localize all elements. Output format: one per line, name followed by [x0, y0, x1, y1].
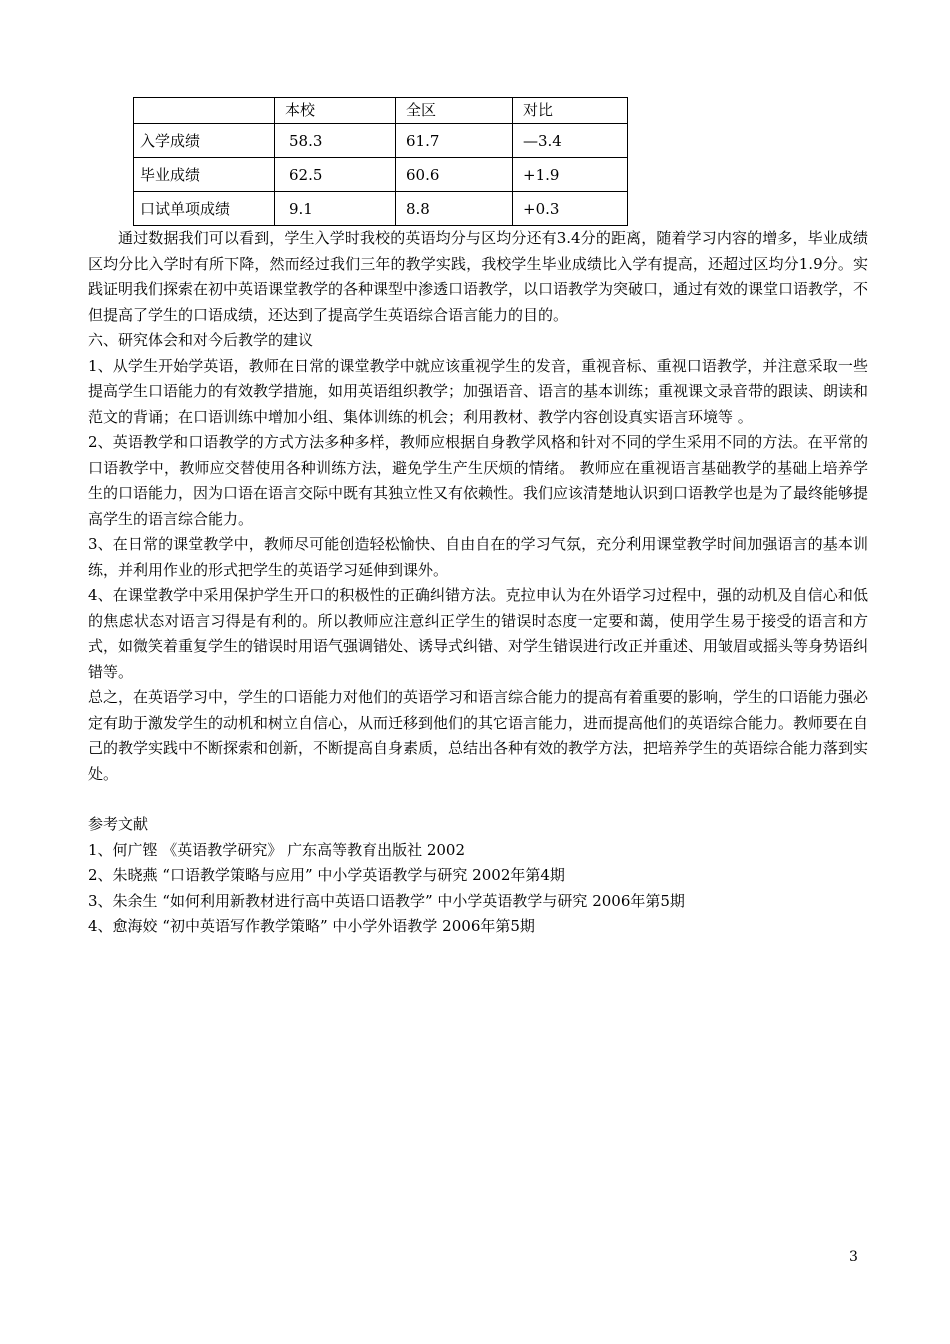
- table-cell: 62.5: [275, 158, 396, 192]
- references-title: 参考文献: [88, 815, 149, 833]
- reference-item: 4、愈海姣 “初中英语写作教学策略” 中小学外语教学 2006年第5期: [88, 917, 535, 935]
- table-cell: +1.9: [513, 158, 628, 192]
- reference-item: 3、朱余生 “如何利用新教材进行高中英语口语教学” 中小学英语教学与研究 2006年第5期: [88, 891, 685, 910]
- spacer: [88, 787, 868, 812]
- table-header-cell: [134, 98, 275, 124]
- table-header-row: [134, 98, 628, 124]
- table-row: [134, 192, 628, 226]
- table-cell: 毕业成绩: [134, 158, 275, 192]
- table-cell: 8.8: [396, 192, 513, 226]
- suggestion-paragraph-4: 4、在课堂教学中采用保护学生开口的积极性的正确纠错方法。克拉申认为在外语学习过程中，强的动机及自信心和低的焦虑状态对语言习得是有利的。所以教师应注意纠正学生的错误时态度一定要和蔼，使用学生易于接受的语言和方式，如微笑着重复学生的错误时用语气强调错处、诱导式纠错、对学生错误进行改正并重述、用皱眉或摇头等身势语纠错等。: [88, 586, 869, 681]
- reference-item: 2、朱晓燕 “口语教学策略与应用” 中小学英语教学与研究 2002年第4期: [88, 866, 565, 884]
- table-cell: 入学成绩: [134, 124, 275, 158]
- reference-item: 1、何广铿 《英语教学研究》 广东高等教育出版社 2002: [88, 840, 466, 859]
- table-header-cell: 全区: [396, 98, 513, 124]
- table-cell: —3.4: [513, 124, 628, 158]
- table-cell: 60.6: [396, 158, 513, 192]
- references-section: [88, 812, 868, 940]
- table-header-cell: 本校: [275, 98, 396, 124]
- table-cell: 9.1: [275, 192, 396, 226]
- table-cell: +0.3: [513, 192, 628, 226]
- table-cell: 61.7: [396, 124, 513, 158]
- suggestion-paragraph-3: 3、在日常的课堂教学中，教师尽可能创造轻松愉快、自由自在的学习气氛，充分利用课堂教学时间加强语言的基本训练，并利用作业的形式把学生的英语学习延伸到课外。: [88, 535, 868, 579]
- table-cell: 58.3: [275, 124, 396, 158]
- section-heading: 六、研究体会和对今后教学的建议: [88, 331, 314, 349]
- score-comparison-table: [133, 97, 628, 226]
- table-cell: 口试单项成绩: [134, 192, 275, 226]
- summary-paragraph: 通过数据我们可以看到，学生入学时我校的英语均分与区均分还有3.4分的距离，随着学习内容的增多，毕业成绩区均分比入学时有所下降，然而经过我们三年的教学实践，我校学生毕业成绩比入学有提高，还超过区均分1.9分。实践证明我们探索在初中英语课堂教学的各种课型中渗透口语教学，以口语教学为突破口，通过有效的课堂口语教学，不但提高了学生的口语成绩，还达到了提高学生英语综合语言能力的目的。: [88, 229, 869, 324]
- suggestion-paragraph-2: 2、英语教学和口语教学的方式方法多种多样，教师应根据自身教学风格和针对不同的学生采用不同的方法。在平常的口语教学中，教师应交替使用各种训练方法，避免学生产生厌烦的情绪。 教师应在重视语言基础教学的基础上培养学生的口语能力，因为口语在语言交际中既有其独立性又有依赖性。我们应该清楚地认识到口语教学也是为了最终能够提高学生的语言综合能力。: [88, 433, 869, 528]
- conclusion-paragraph: 总之，在英语学习中，学生的口语能力对他们的英语学习和语言综合能力的提高有着重要的影响，学生的口语能力强必定有助于激发学生的动机和树立自信心，从而迁移到他们的其它语言能力，进而提高他们的英语综合能力。教师要在自己的教学实践中不断探索和创新，不断提高自身素质，总结出各种有效的教学方法，把培养学生的英语综合能力落到实处。: [88, 688, 869, 783]
- body-text: [88, 226, 868, 940]
- table-header-cell: 对比: [513, 98, 628, 124]
- table-row: [134, 158, 628, 192]
- table-row: [134, 124, 628, 158]
- page-number: 3: [849, 1249, 858, 1265]
- suggestion-paragraph-1: 1、从学生开始学英语，教师在日常的课堂教学中就应该重视学生的发音，重视音标、重视口语教学，并注意采取一些提高学生口语能力的有效教学措施，如用英语组织教学；加强语音、语言的基本训练；重视课文录音带的跟读、朗读和范文的背诵；在口语训练中增加小组、集体训练的机会；利用教材、教学内容创设真实语言环境等 。: [88, 356, 869, 426]
